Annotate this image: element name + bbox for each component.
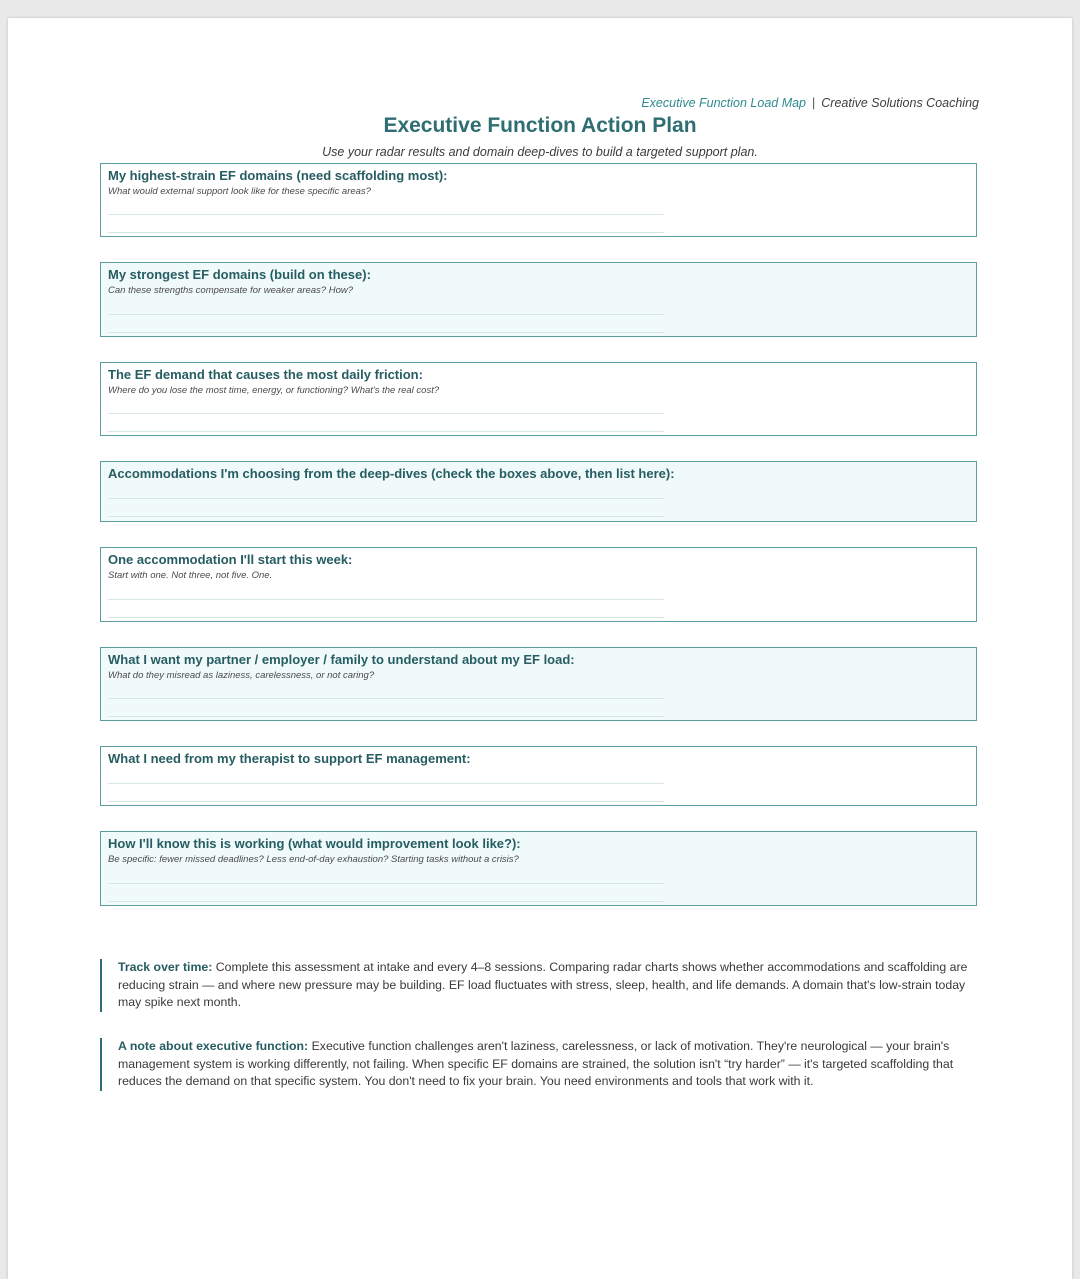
section-improvement[interactable] (100, 831, 977, 906)
section-label: My highest-strain EF domains (need scaffolding most): (108, 168, 448, 183)
header-separator: | (812, 96, 816, 110)
section-label: Accommodations I'm choosing from the deep-dives (check the boxes above, then list here): (108, 466, 675, 481)
section-start-this-week[interactable] (100, 547, 977, 622)
running-header (8, 96, 979, 110)
note-lead: A note about executive function: (118, 1039, 309, 1053)
writing-line (108, 599, 664, 600)
writing-line (108, 783, 664, 784)
section-label: One accommodation I'll start this week: (108, 552, 353, 567)
writing-line (108, 801, 664, 802)
section-label: My strongest EF domains (build on these): (108, 267, 371, 282)
writing-line (108, 698, 664, 699)
writing-line (108, 232, 664, 233)
executive-function-note (100, 1038, 980, 1091)
writing-line (108, 716, 664, 717)
writing-line (108, 431, 664, 432)
note-body: Complete this assessment at intake and every 4–8 sessions. Comparing radar charts shows whether accommodations and scaffolding are reducing strain — and where new pressure may be building. EF load fluctuates with stress, sleep, health, and life demands. A domain that's low-strain today may spike next month. (118, 960, 968, 1009)
section-strongest-domains[interactable] (100, 262, 977, 337)
section-therapist-support[interactable] (100, 746, 977, 806)
writing-line (108, 413, 664, 414)
section-hint: What do they misread as laziness, carelessness, or not caring? (108, 670, 375, 681)
page-subtitle: Use your radar results and domain deep-dives to build a targeted support plan. (322, 145, 758, 159)
section-hint: Where do you lose the most time, energy, or functioning? What's the real cost? (108, 385, 440, 396)
writing-line (108, 214, 664, 215)
document-page (8, 18, 1072, 1279)
section-label: How I'll know this is working (what would improvement look like?): (108, 836, 521, 851)
section-highest-strain[interactable] (100, 163, 977, 237)
page-title: Executive Function Action Plan (383, 114, 697, 137)
writing-line (108, 516, 664, 517)
section-label: What I want my partner / employer / family to understand about my EF load: (108, 652, 575, 667)
section-hint: What would external support look like for these specific areas? (108, 186, 371, 197)
section-hint: Be specific: fewer missed deadlines? Less end-of-day exhaustion? Starting tasks without a crisis? (108, 854, 519, 865)
writing-line (108, 498, 664, 499)
header-org-name: Creative Solutions Coaching (821, 96, 979, 110)
writing-line (108, 617, 664, 618)
section-label: What I need from my therapist to support EF management: (108, 751, 471, 766)
section-label: The EF demand that causes the most daily friction: (108, 367, 423, 382)
writing-line (108, 332, 664, 333)
writing-line (108, 883, 664, 884)
track-over-time-note (100, 959, 980, 1012)
section-hint: Start with one. Not three, not five. One. (108, 570, 273, 581)
writing-line (108, 901, 664, 902)
section-daily-friction[interactable] (100, 362, 977, 436)
note-body: Executive function challenges aren't laziness, carelessness, or lack of motivation. They're neurological — your brain's management system is working differently, not failing. When specific EF domains are strained, the solution isn't “try harder” — it's targeted scaffolding that reduces the demand on that specific system. You don't need to fix your brain. You need environments and tools that work with it. (118, 1039, 954, 1088)
header-map-name: Executive Function Load Map (641, 96, 807, 110)
section-others-understand[interactable] (100, 647, 977, 721)
section-accommodations-chosen[interactable] (100, 461, 977, 522)
note-lead: Track over time: (118, 960, 213, 974)
writing-line (108, 314, 664, 315)
section-hint: Can these strengths compensate for weaker areas? How? (108, 285, 354, 296)
